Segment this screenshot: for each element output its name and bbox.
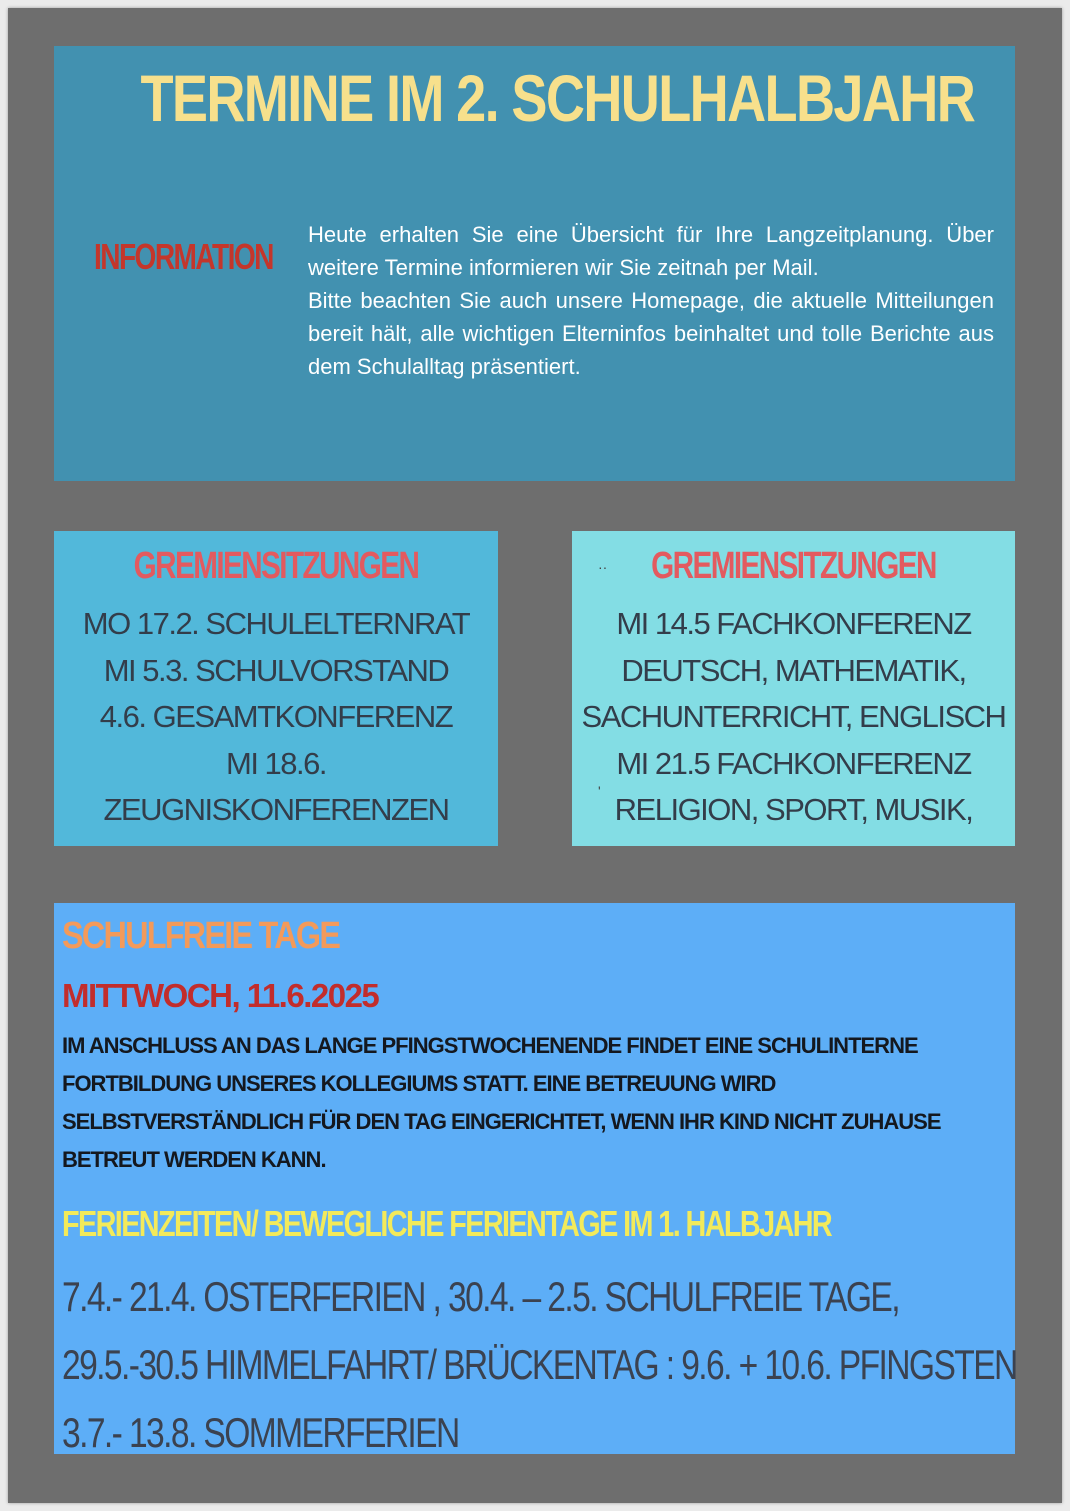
list-item: 3.7.- 13.8. SOMMERFERIEN	[62, 1409, 459, 1456]
ferien-title: FERIENZEITEN/ BEWEGLICHE FERIENTAGE IM 1. HALBJAHR	[62, 1203, 832, 1244]
information-text	[308, 218, 994, 383]
information-paragraph: Heute erhalten Sie eine Übersicht für Ihre Langzeitplanung. Über weitere Termine informieren wir Sie zeitnah per Mail.	[308, 222, 994, 280]
list-item: ZEUGNISKONFERENZEN	[103, 792, 449, 827]
list-item: MI 21.5 FACHKONFERENZ	[616, 745, 971, 781]
schulfrei-paragraph: IM ANSCHLUSS AN DAS LANGE PFINGSTWOCHENENDE FINDET EINE SCHULINTERNE FORTBILDUNG UNSERES KOLLEGIUMS STATT. EINE BETREUUNG WIRD SELBSTVERSTÄNDLICH FÜR DEN TAG EINGERICHTET, WENN IHR KIND NICHT ZUHAUSE BETREUT WERDEN KANN.	[62, 1033, 941, 1172]
stray-mark: ··	[598, 559, 608, 575]
information-paragraph: Bitte beachten Sie auch unsere Homepage, die aktuelle Mitteilungen bereit hält, alle wichtigen Elterninfos beinhaltet und tolle Berichte aus dem Schulalltag präsentiert.	[308, 288, 994, 379]
gremien-left-section	[54, 531, 498, 846]
information-label: INFORMATION	[94, 236, 273, 277]
list-item: MI 18.6.	[226, 745, 326, 781]
list-item: MI 5.3. SCHULVORSTAND	[103, 652, 449, 688]
gremien-left-title: GREMIENSITZUNGEN	[133, 545, 419, 587]
list-item: 29.5.-30.5 HIMMELFAHRT/ BRÜCKENTAG : 9.6. + 10.6. PFINGSTEN	[62, 1341, 1017, 1388]
list-item: 7.4.- 21.4. OSTERFERIEN , 30.4. – 2.5. SCHULFREIE TAGE,	[62, 1273, 899, 1320]
stray-mark: '	[598, 783, 601, 799]
gremien-right-section	[572, 531, 1015, 846]
schulfrei-title: SCHULFREIE TAGE	[62, 915, 340, 957]
list-item: DEUTSCH, MATHEMATIK,	[621, 652, 966, 688]
page-title: TERMINE IM 2. SCHULHALBJAHR	[140, 61, 975, 135]
list-item: RELIGION, SPORT, MUSIK,	[614, 792, 973, 827]
gremien-left-list	[54, 601, 498, 834]
list-item: MO 17.2. SCHULELTERNRAT	[82, 606, 470, 641]
document-page	[8, 8, 1062, 1503]
schulfrei-section	[54, 903, 1015, 1454]
header-section	[54, 46, 1015, 481]
list-item: SACHUNTERRICHT, ENGLISCH	[581, 699, 1006, 734]
list-item: 4.6. GESAMTKONFERENZ	[99, 699, 453, 734]
schulfrei-date: MITTWOCH, 11.6.2025	[62, 977, 379, 1014]
gremien-right-title: GREMIENSITZUNGEN	[651, 545, 936, 587]
gremien-right-list	[572, 601, 1015, 834]
list-item: MI 14.5 FACHKONFERENZ	[616, 606, 971, 641]
ferien-list	[62, 1263, 1070, 1467]
